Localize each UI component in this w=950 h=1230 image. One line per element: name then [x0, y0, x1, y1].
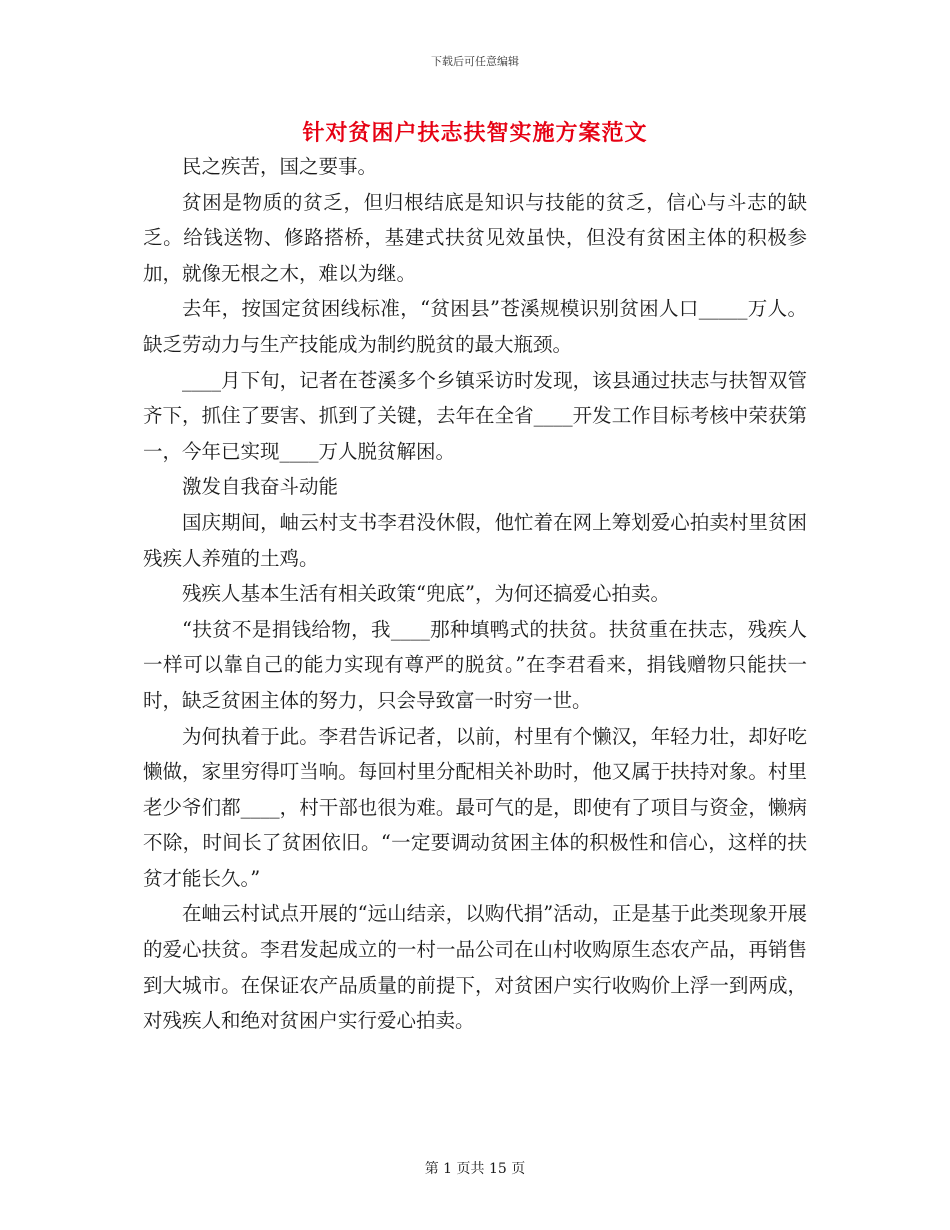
paragraph: ____月下旬，记者在苍溪多个乡镇采访时发现，该县通过扶志与扶智双管齐下，抓住了要害、抓到了关键，去年在全省____开发工作目标考核中荣获第一，今年已实现____万人脱贫解困。: [143, 368, 807, 463]
document-body: [143, 149, 807, 1039]
paragraph: 民之疾苦，国之要事。: [182, 155, 378, 178]
page-footer: 第 1 页共 15 页: [424, 1161, 526, 1177]
paragraph: 在岫云村试点开展的“远山结亲，以购代捐”活动，正是基于此类现象开展的爱心扶贫。李君发起成立的一村一品公司在山村收购原生态农产品，再销售到大城市。在保证农产品质量的前提下，对贫困户实行收购价上浮一到两成，对残疾人和绝对贫困户实行爱心拍卖。: [143, 902, 807, 1033]
paragraph: 去年，按国定贫困线标准，“贫困县”苍溪规模识别贫困人口_____万人。缺乏劳动力与生产技能成为制约脱贫的最大瓶颈。: [143, 297, 807, 356]
paragraph: “扶贫不是捐钱给物，我____那种填鸭式的扶贫。扶贫重在扶志，残疾人一样可以靠自己的能力实现有尊严的脱贫。”在李君看来，捐钱赠物只能扶一时，缺乏贫困主体的努力，只会导致富一时穷一世。: [143, 617, 807, 712]
document-title: 针对贫困户扶志扶智实施方案范文: [302, 120, 648, 146]
section-heading: 激发自我奋斗动能: [182, 475, 339, 499]
page-header: 下载后可任意编辑: [431, 55, 519, 68]
paragraph: 残疾人基本生活有相关政策“兜底”，为何还搞爱心拍卖。: [182, 582, 670, 606]
paragraph: 为何执着于此。李君告诉记者，以前，村里有个懒汉，年轻力壮，却好吃懒做，家里穷得叮当响。每回村里分配相关补助时，他又属于扶持对象。村里老少爷们都____，村干部也很为难。最可气的是，即使有了项目与资金，懒病不除，时间长了贫困依旧。“一定要调动贫困主体的积极性和信心，这样的扶贫才能长久。”: [143, 724, 807, 890]
paragraph: 贫困是物质的贫乏，但归根结底是知识与技能的贫乏，信心与斗志的缺乏。给钱送物、修路搭桥，基建式扶贫见效虽快，但没有贫困主体的积极参加，就像无根之木，难以为继。: [143, 190, 807, 285]
paragraph: 国庆期间，岫云村支书李君没休假，他忙着在网上筹划爱心拍卖村里贫困残疾人养殖的土鸡。: [143, 510, 807, 570]
